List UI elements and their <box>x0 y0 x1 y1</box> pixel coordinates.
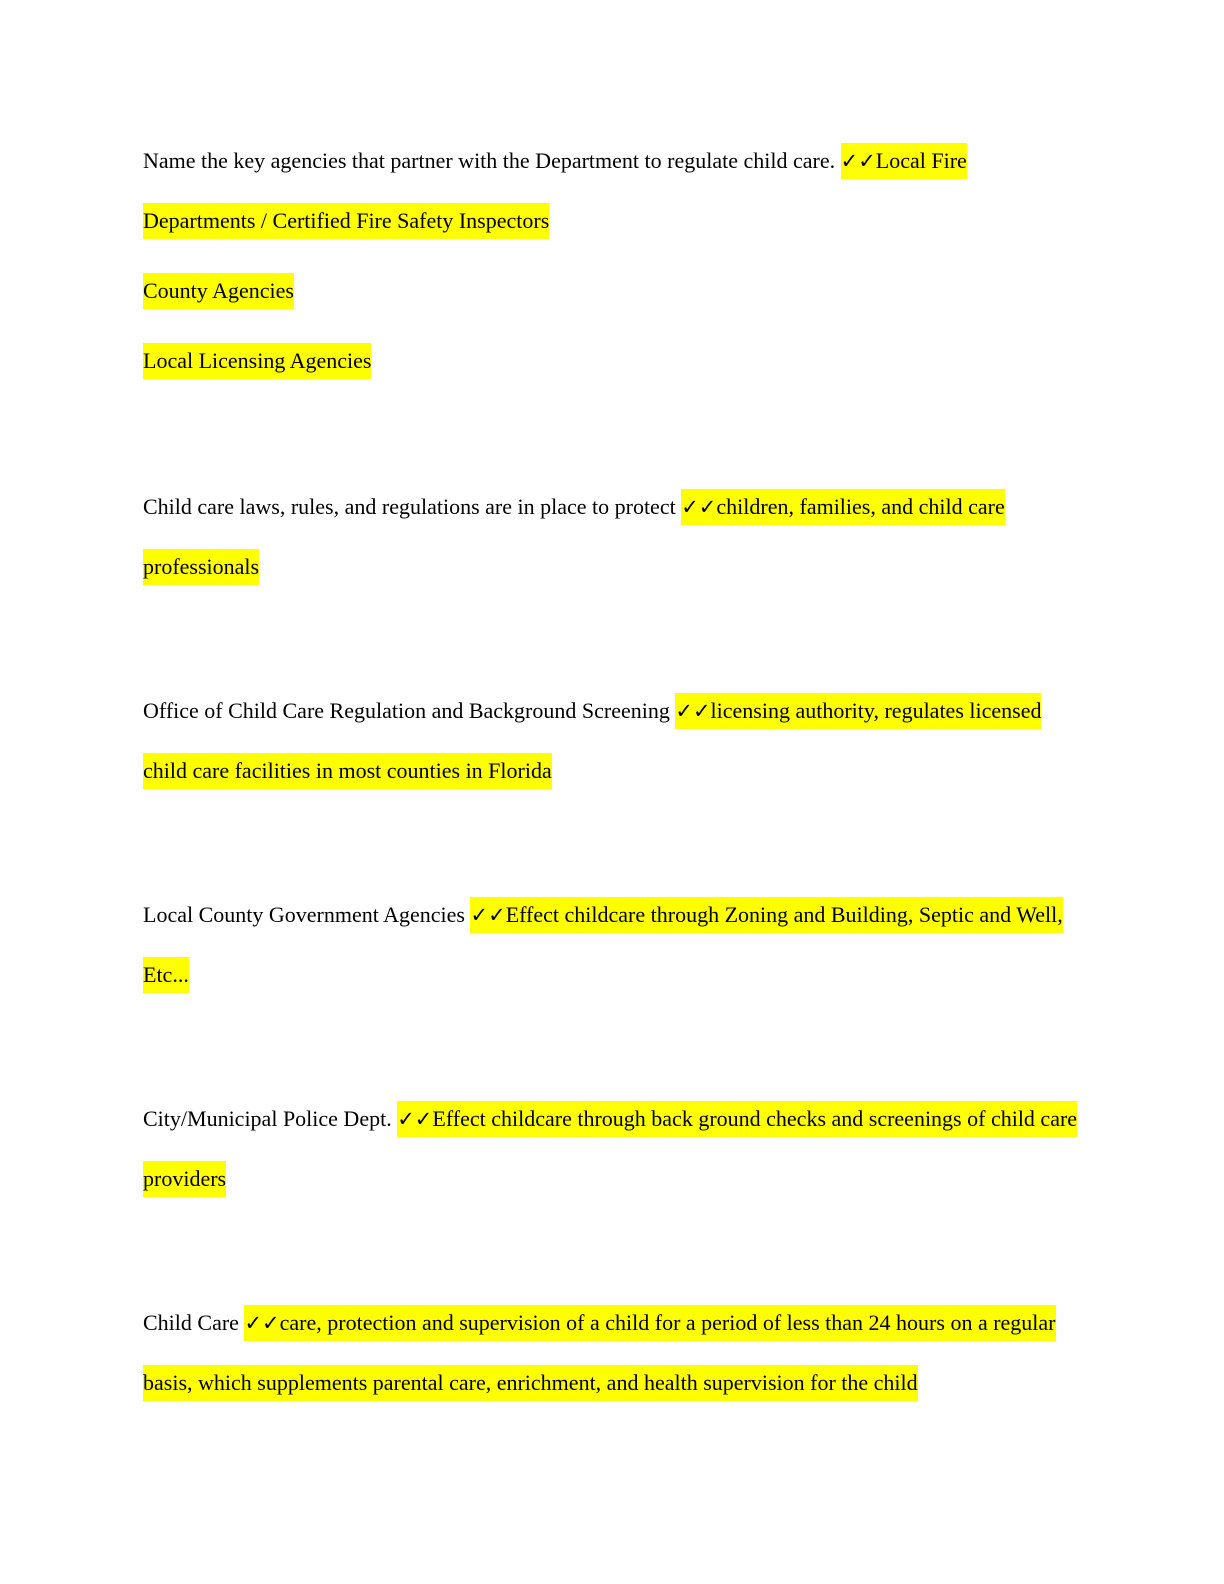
question-text: Local County Government Agencies <box>143 902 471 927</box>
answer-text: care, protection and supervision of a child for a period of less than 24 hours on a regular basis, which supplements parental care, enrichment, and health supervision for the child <box>143 1310 1056 1395</box>
question-text: City/Municipal Police Dept. <box>143 1106 398 1131</box>
answer-line-local-licensing <box>143 331 1083 390</box>
answer-line-county-agencies <box>143 261 1083 320</box>
question-text: Child care laws, rules, and regulations are in place to protect <box>143 494 682 519</box>
answer-text: Effect childcare through back ground checks and screenings of child care providers <box>143 1106 1078 1191</box>
double-check-icon: ✓✓ <box>675 699 711 723</box>
double-check-icon: ✓✓ <box>681 495 717 519</box>
qa-entry-child-care <box>143 1293 1073 1412</box>
answer-text: children, families, and child care professionals <box>143 494 1005 579</box>
answer-text: Local Licensing Agencies <box>143 343 371 379</box>
question-text: Child Care <box>143 1310 245 1335</box>
qa-entry-county-government <box>143 885 1083 1004</box>
answer-text: Effect childcare through Zoning and Building, Septic and Well, Etc... <box>143 902 1063 987</box>
answer-highlight <box>143 1305 1056 1401</box>
qa-entry-laws-protect <box>143 477 1083 596</box>
question-text: Office of Child Care Regulation and Background Screening <box>143 698 676 723</box>
double-check-icon: ✓✓ <box>840 149 876 173</box>
answer-text: Local Fire Departments / Certified Fire Safety Inspectors <box>143 148 967 233</box>
double-check-icon: ✓✓ <box>397 1107 433 1131</box>
double-check-icon: ✓✓ <box>470 903 506 927</box>
qa-entry-office-regulation <box>143 681 1083 800</box>
answer-text: County Agencies <box>143 273 294 309</box>
qa-entry-police-dept <box>143 1089 1083 1208</box>
question-text: Name the key agencies that partner with the Department to regulate child care. <box>143 148 841 173</box>
qa-entry-key-agencies <box>143 131 1083 250</box>
double-check-icon: ✓✓ <box>244 1311 280 1335</box>
answer-text: licensing authority, regulates licensed child care facilities in most counties in Florida <box>143 698 1042 783</box>
